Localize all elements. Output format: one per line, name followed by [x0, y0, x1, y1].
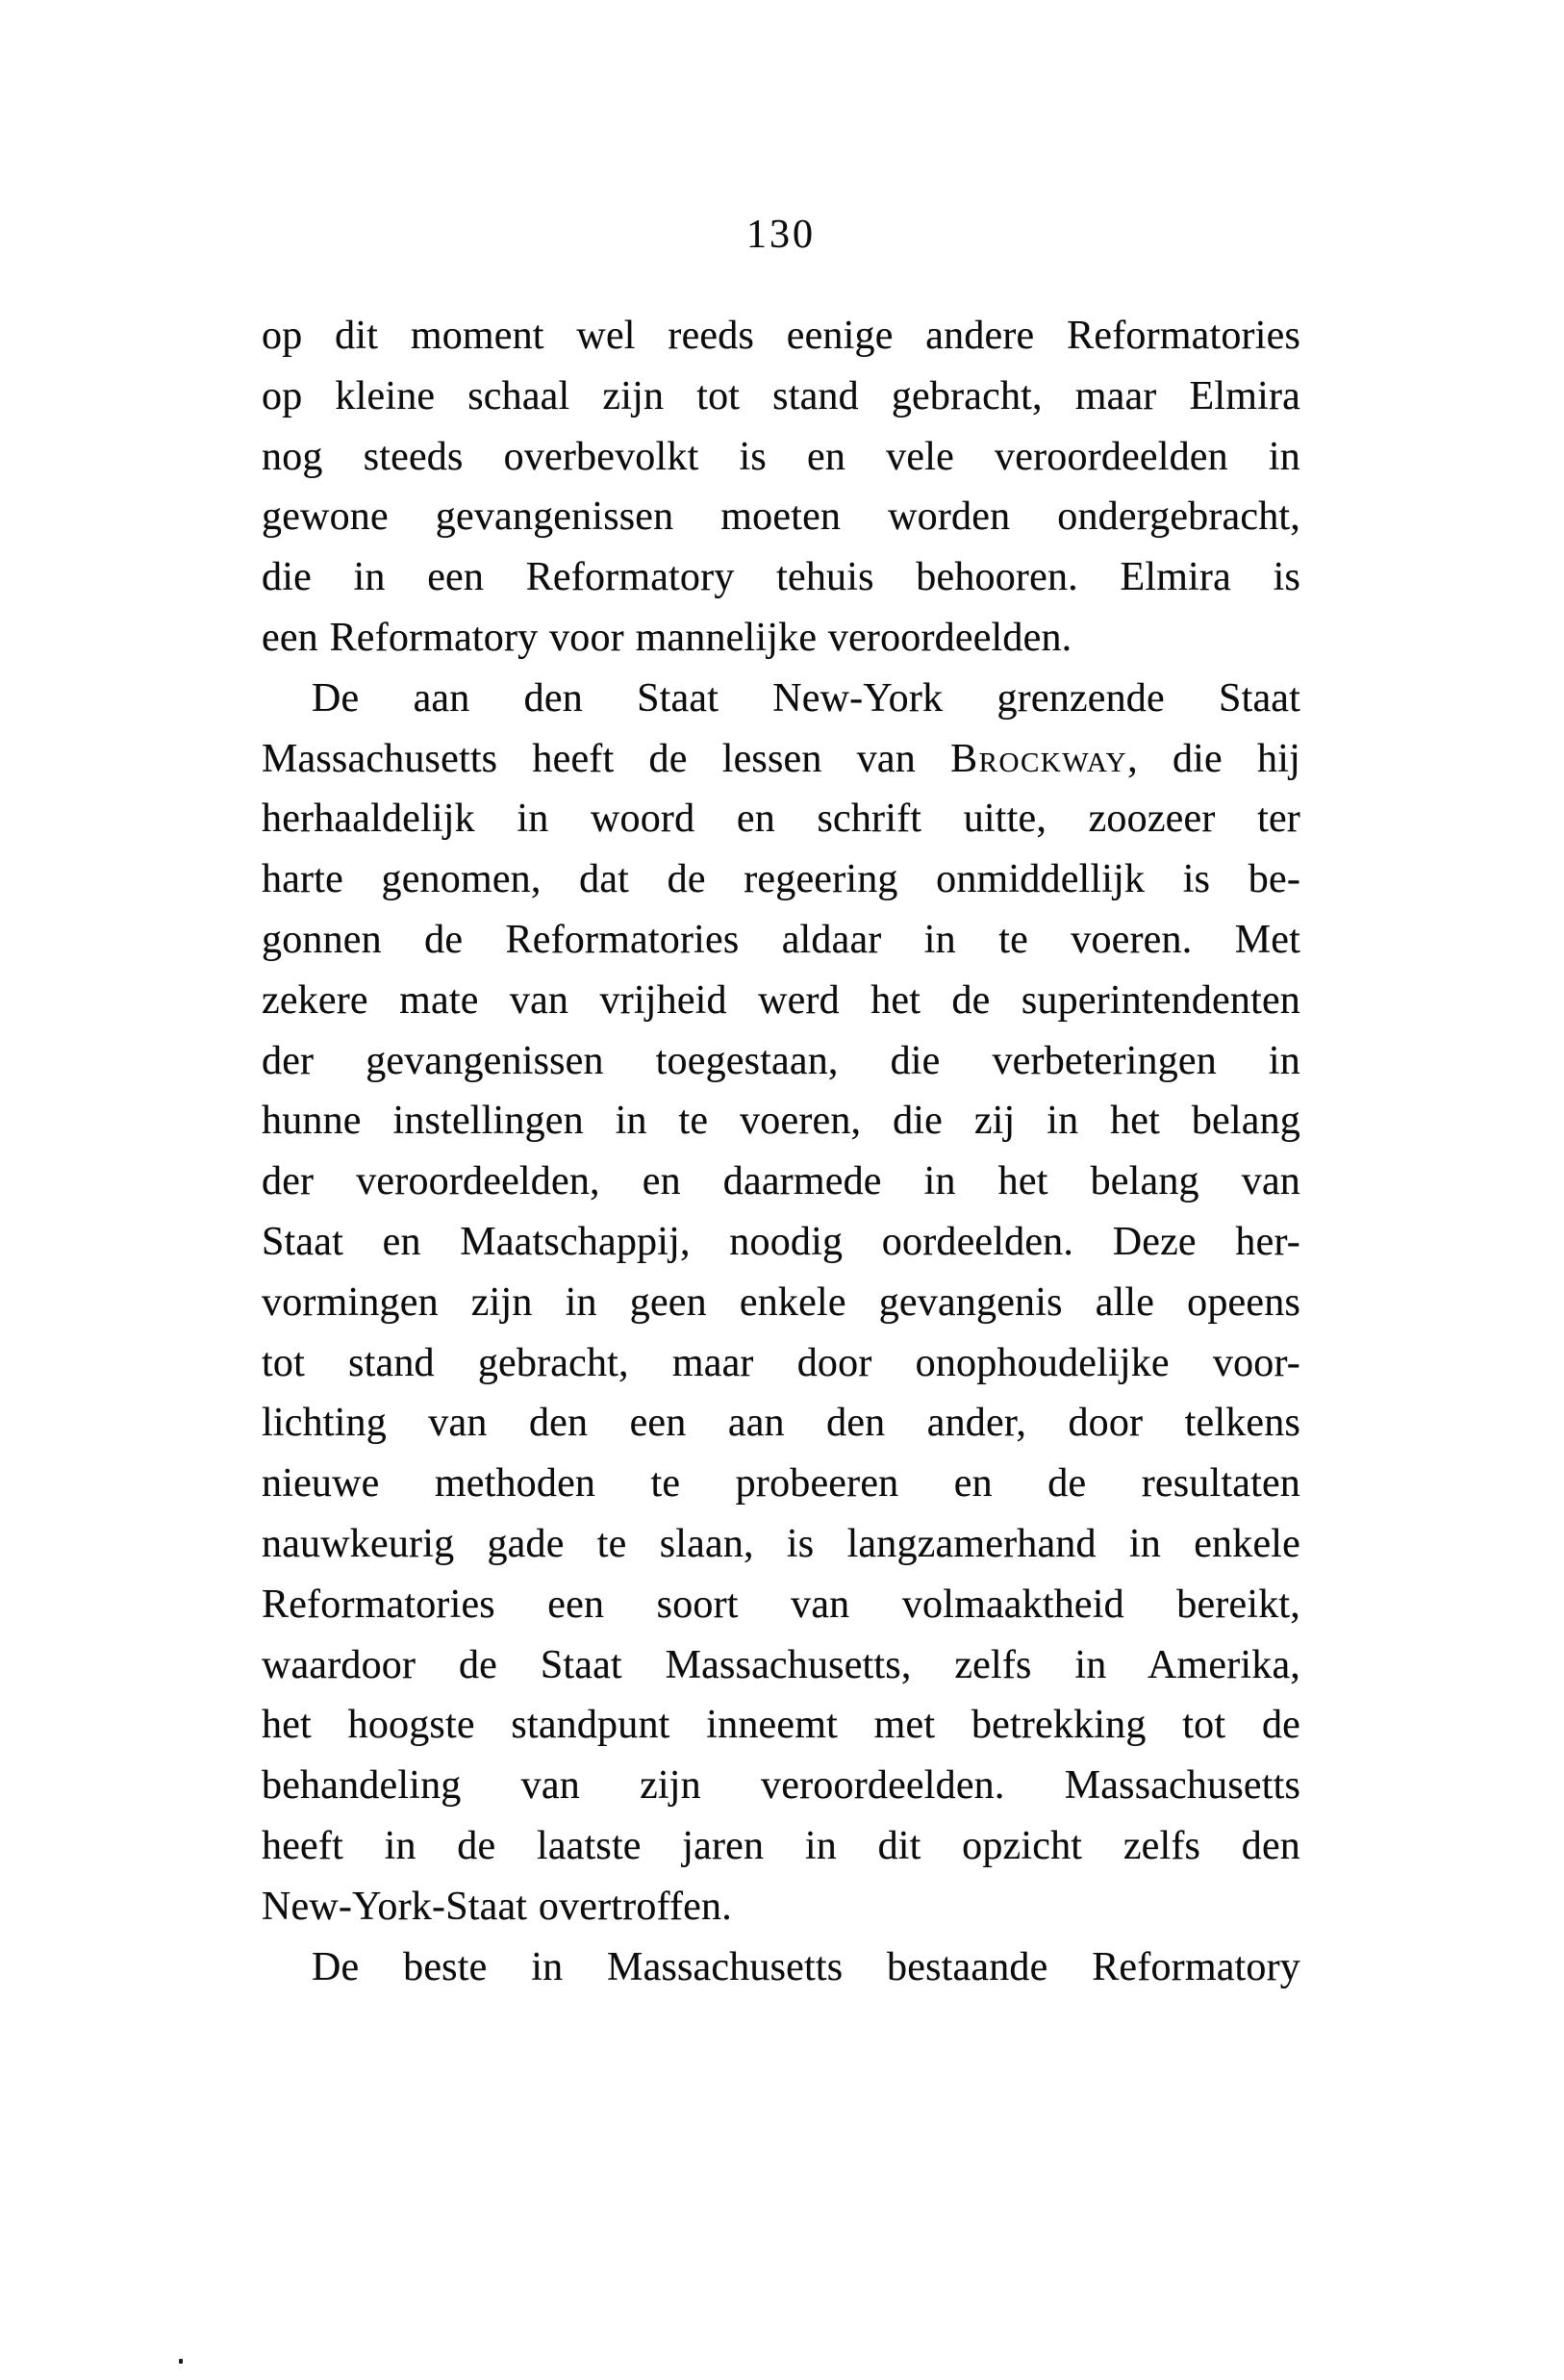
text-line: nauwkeurig gade te slaan, is langzamerhand in enkele [262, 1521, 1300, 1566]
text-line: Reformatories een soort van volmaaktheid bereikt, [262, 1582, 1300, 1627]
text-line: behandeling van zijn veroordeelden. Massachusetts [262, 1763, 1300, 1809]
text-line: tot stand gebracht, maar door onophoudelijke voor- [262, 1340, 1300, 1385]
text-line: der veroordeelden, en daarmede in het belang van [262, 1159, 1300, 1204]
text-line: vormingen zijn in geen enkele gevangenis alle opeens [262, 1279, 1300, 1325]
text-line: New-York-Staat overtroffen. [262, 1884, 732, 1929]
text-line: gonnen de Reformatories aldaar in te voeren. Met [262, 917, 1300, 962]
text-line: hunne instellingen in te voeren, die zij in het belang [262, 1099, 1300, 1144]
text-line: nog steeds overbevolkt is en vele veroordeelden in [262, 434, 1300, 479]
small-caps-name: Brockway [950, 736, 1128, 781]
text-line: De aan den Staat New-York grenzende Staat [312, 675, 1300, 721]
text-line: lichting van den een aan den ander, door telkens [262, 1401, 1300, 1446]
text-line: Staat en Maatschappij, noodig oordeelden. Deze her- [262, 1219, 1300, 1264]
text-line: een Reformatory voor mannelijke veroordeelden. [262, 615, 1072, 660]
body-text [262, 306, 1300, 1997]
text-line: zekere mate van vrijheid werd het de superintendenten [262, 977, 1300, 1023]
text-line: die in een Reformatory tehuis behooren. Elmira is [262, 555, 1300, 600]
text-line: nieuwe methoden te probeeren en de resultaten [262, 1461, 1300, 1506]
text-line: waardoor de Staat Massachusetts, zelfs in Amerika, [262, 1642, 1300, 1687]
text-line: De beste in Massachusetts bestaande Reformatory [312, 1944, 1300, 1989]
text-line: herhaaldelijk in woord en schrift uitte, zoozeer ter [262, 797, 1300, 842]
text-line: op dit moment wel reeds eenige andere Reformatories [262, 314, 1300, 358]
text-line: op kleine schaal zijn tot stand gebracht, maar Elmira [262, 373, 1300, 418]
text-line: het hoogste standpunt inneemt met betrekking tot de [262, 1703, 1300, 1748]
text-line: gewone gevangenissen moeten worden ondergebracht, [262, 494, 1300, 540]
page-number: 130 [746, 213, 816, 257]
text-line: Massachusetts heeft de lessen van Brockway, die hij [262, 736, 1300, 781]
text-line: heeft in de laatste jaren in dit opzicht zelfs den [262, 1823, 1300, 1868]
ink-speck [179, 2359, 183, 2364]
text-line: harte genomen, dat de regeering onmiddellijk is be- [262, 857, 1300, 902]
text-line: der gevangenissen toegestaan, die verbeteringen in [262, 1038, 1300, 1083]
